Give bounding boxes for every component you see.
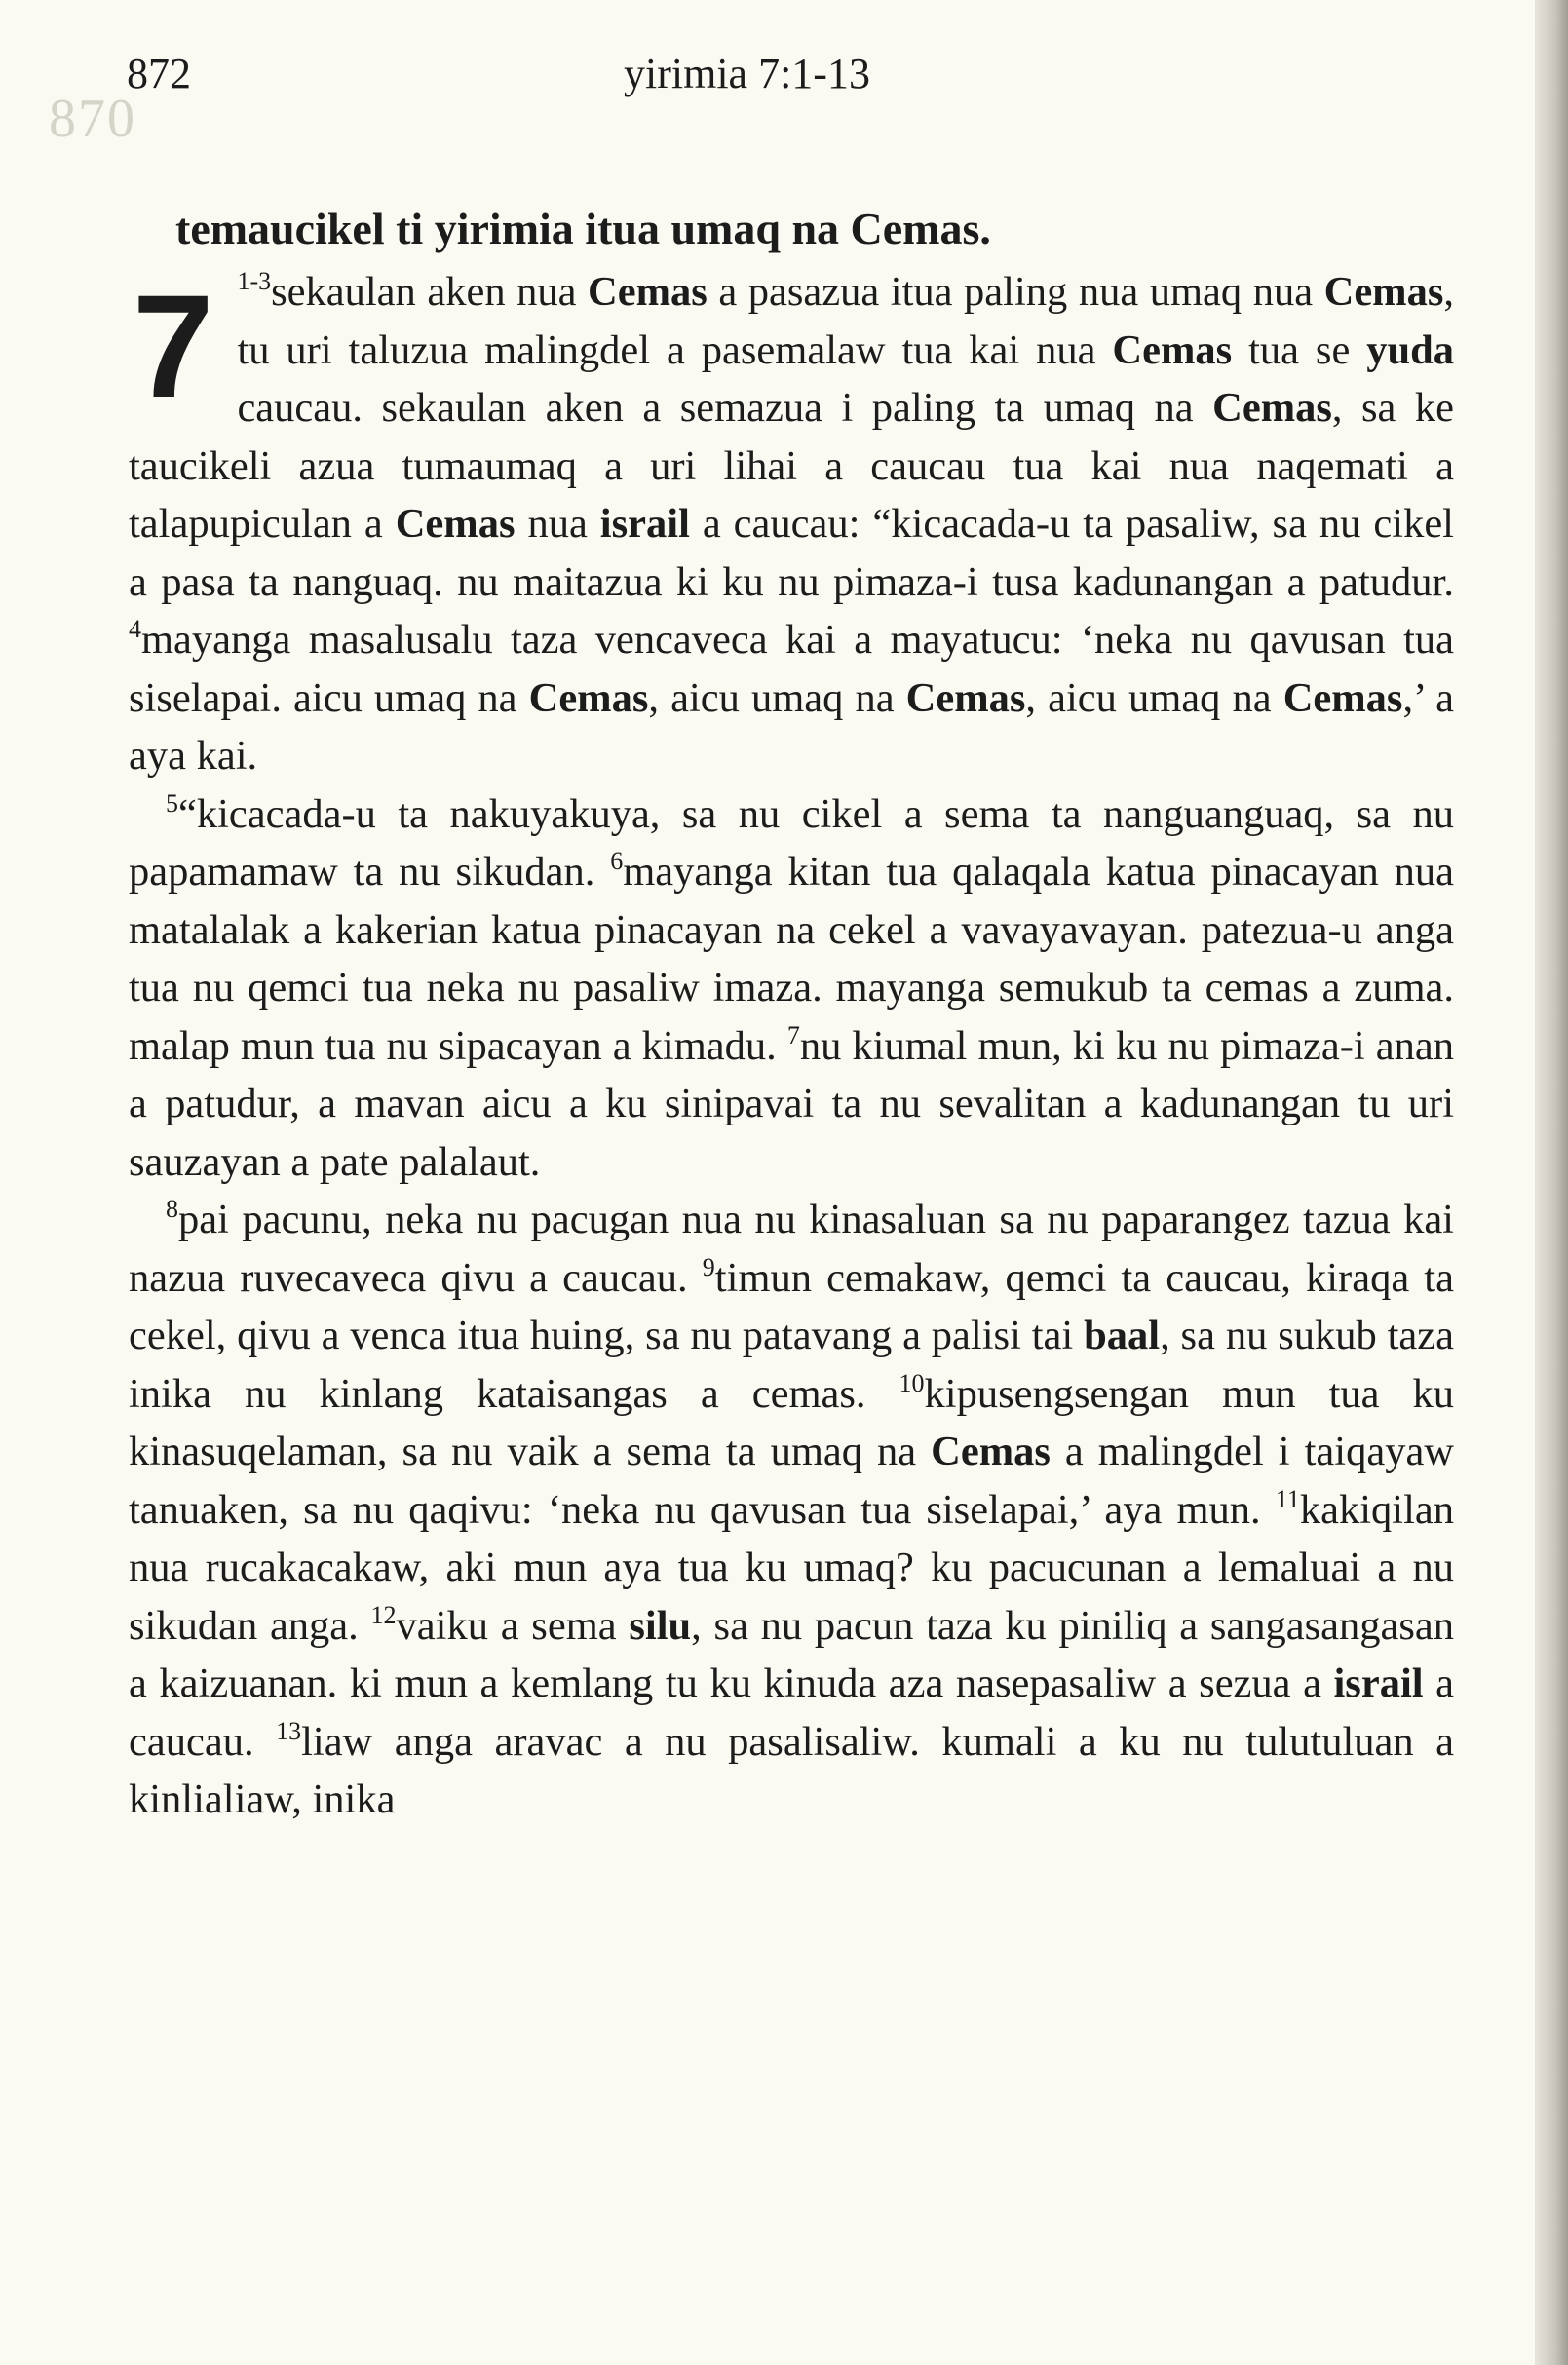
page-edge: [1535, 0, 1568, 2365]
verse-number: 5: [166, 788, 178, 818]
verse-text: “kicacada-u ta nakuyakuya, sa nu cikel a sema ta nanguanguaq, sa nu papamamaw ta nu sikudan.: [129, 790, 1454, 895]
bold-term: Cemas: [1282, 674, 1403, 721]
body-text: [129, 263, 1454, 1829]
verse-text: a malingdel i taiqayaw tanuaken, sa nu qaqivu: ‘neka nu qavusan tua siselapai,’ aya mun.: [129, 1429, 1454, 1533]
bold-term: silu: [629, 1602, 692, 1649]
verse-number: 11: [1275, 1484, 1300, 1513]
verse-text: timun cemakaw, qemci ta caucau, kiraqa ta cekel, qivu a venca itua huing, sa nu patavang a palisi tai: [129, 1254, 1454, 1358]
verse-text: a caucau: “kicacada-u ta pasaliw, sa nu cikel a pasa ta nanguaq. nu maitazua ki ku nu pimaza-i tusa kadunangan a patudur.: [129, 501, 1454, 605]
verse-number: 10: [899, 1368, 925, 1397]
verse-text: sekaulan aken nua: [271, 269, 589, 315]
verse-text: mayanga kitan tua qalaqala katua pinacayan nua matalalak a kakerian katua pinacayan na cekel a vavayavayan. patezua-u anga tua nu qemci tua neka nu pasaliw imaza. mayanga semukub ta cemas a zuma. malap mun tua nu sipacayan a kimadu.: [129, 849, 1454, 1069]
verse-text: ,’ a aya kai.: [129, 674, 1455, 779]
verse-text: , sa nu sukub taza inika nu kinlang kataisangas a cemas.: [129, 1313, 1455, 1417]
page-header: [127, 37, 1442, 105]
verse-text: , aicu umaq na: [648, 674, 906, 721]
bold-term: Cemas: [931, 1429, 1051, 1474]
bold-term: Cemas: [1212, 385, 1332, 431]
verse-text: a pasazua itua paling nua umaq nua: [707, 269, 1324, 315]
verse-number: 4: [129, 615, 141, 643]
verse-text: tua se: [1232, 326, 1367, 373]
section-heading: temaucikel ti yirimia itua umaq na Cemas.: [175, 204, 991, 253]
running-head: yirimia 7:1-13: [624, 50, 870, 97]
verse-number: 12: [370, 1600, 397, 1629]
page-number: 872: [127, 50, 191, 97]
bold-term: yuda: [1366, 326, 1455, 373]
verse-number: 8: [166, 1195, 178, 1223]
bold-term: Cemas: [528, 674, 649, 721]
verse-text: , tu uri taluzua malingdel a pasemalaw tua kai nua: [237, 269, 1454, 373]
bold-term: Cemas: [395, 501, 516, 547]
verse-number: 6: [610, 847, 624, 875]
verse-text: kipusengsengan mun tua ku kinasuqelaman, sa nu vaik a sema ta umaq na: [129, 1370, 1454, 1474]
bold-term: Cemas: [905, 674, 1026, 721]
verse-text: , sa nu pacun taza ku piniliq a sangasangasan a kaizuanan. ki mun a kemlang tu ku kinuda aza nasepasaliw a sezua a: [129, 1602, 1454, 1706]
verse-text: caucau. sekaulan aken a semazua i paling ta umaq na: [237, 385, 1213, 431]
bold-term: baal: [1084, 1313, 1161, 1358]
verse-text: , sa ke taucikeli azua tumaumaq a uri lihai a caucau tua kai nua naqemati a talapupiculan a: [129, 385, 1454, 547]
bold-term: israil: [1333, 1660, 1424, 1706]
verse-number: 1-3: [237, 267, 272, 295]
verse-text: a caucau.: [129, 1660, 1454, 1765]
verse-text: nua: [515, 501, 600, 547]
bold-term: Cemas: [1323, 269, 1444, 315]
verse-text: mayanga masalusalu taza vencaveca kai a mayatucu: ‘neka nu qavusan tua siselapai. aicu umaq na: [129, 617, 1454, 721]
verse-text: , aicu umaq na: [1025, 674, 1283, 721]
bold-term: Cemas: [588, 269, 708, 315]
verse-number: 9: [702, 1252, 715, 1281]
verse-text: liaw anga aravac a nu pasalisaliw. kumali a ku nu tulutuluan a kinlialiaw, inika: [129, 1718, 1454, 1822]
show-through-text: 870: [49, 89, 136, 149]
verse-number: 7: [786, 1020, 800, 1049]
bold-term: israil: [599, 501, 690, 547]
paragraph: [129, 263, 1454, 785]
verse-text: vaiku a sema: [396, 1602, 630, 1649]
paragraph: [129, 1191, 1454, 1829]
bold-term: Cemas: [1112, 326, 1233, 373]
verse-text: nu kiumal mun, ki ku nu pimaza-i anan a patudur, a mavan aicu a ku sinipavai ta nu sevalitan a kadunangan tu uri sauzayan a pate palalaut.: [129, 1022, 1455, 1185]
verse-text: kakiqilan nua rucakacakaw, aki mun aya tua ku umaq? ku pacucunan a lemaluai a nu sikudan anga.: [129, 1486, 1454, 1649]
verse-text: pai pacunu, neka nu pacugan nua nu kinasaluan sa nu paparangez tazua kai nazua ruvecaveca qivu a caucau.: [129, 1197, 1454, 1301]
paragraph: [129, 785, 1454, 1192]
chapter-number: 7: [133, 264, 214, 428]
verse-number: 13: [276, 1716, 302, 1745]
